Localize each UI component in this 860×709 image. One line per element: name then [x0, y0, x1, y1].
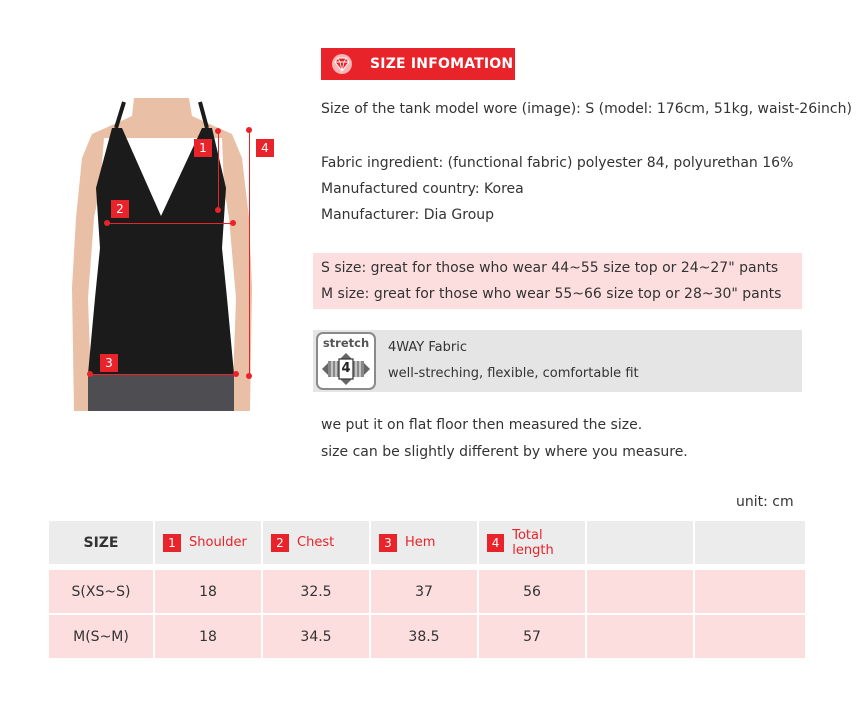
- row-m-chest: 34.5: [263, 615, 369, 658]
- model-photo: [64, 98, 259, 411]
- header-hem: 3 Hem: [371, 521, 477, 564]
- fabric-ingredient: Fabric ingredient: (functional fabric) polyester 84, polyurethan 16%: [321, 155, 794, 171]
- row-m-hem: 38.5: [371, 615, 477, 658]
- row-m-size: M(S~M): [49, 615, 153, 658]
- row-m-empty-1: [587, 615, 693, 658]
- fabric-desc: well-streching, flexible, comfortable fit: [388, 366, 639, 381]
- stretch-icon: stretch 4: [316, 332, 376, 390]
- row-s-hem: 37: [371, 570, 477, 613]
- row-s-size: S(XS~S): [49, 570, 153, 613]
- diamond-icon: [331, 53, 353, 75]
- fabric-band: [313, 330, 802, 392]
- measure-note-1: we put it on flat floor then measured the size.: [321, 417, 643, 433]
- header-size: SIZE: [49, 521, 153, 564]
- row-s-empty-1: [587, 570, 693, 613]
- manufacturer: Manufacturer: Dia Group: [321, 207, 495, 223]
- manufactured-country: Manufactured country: Korea: [321, 181, 524, 197]
- row-m-total-length: 57: [479, 615, 585, 658]
- header-shoulder: 1 Shoulder: [155, 521, 261, 564]
- marker-3: 3: [100, 354, 118, 372]
- header-empty-2: [695, 521, 805, 564]
- header-chest: 2 Chest: [263, 521, 369, 564]
- fit-note-m: M size: great for those who wear 55~66 size top or 28~30" pants: [321, 286, 782, 302]
- fit-note-s: S size: great for those who wear 44~55 size top or 24~27" pants: [321, 260, 779, 276]
- unit-label: unit: cm: [736, 494, 794, 510]
- row-s-total-length: 56: [479, 570, 585, 613]
- marker-2: 2: [111, 200, 129, 218]
- row-s-shoulder: 18: [155, 570, 261, 613]
- row-m-empty-2: [695, 615, 805, 658]
- section-badge: [321, 48, 515, 80]
- row-m-shoulder: 18: [155, 615, 261, 658]
- measure-note-2: size can be slightly different by where you measure.: [321, 444, 688, 460]
- row-s-empty-2: [695, 570, 805, 613]
- header-empty-1: [587, 521, 693, 564]
- marker-1: 1: [194, 139, 212, 157]
- row-s-chest: 32.5: [263, 570, 369, 613]
- fabric-title: 4WAY Fabric: [388, 340, 467, 355]
- model-figure: [64, 98, 259, 411]
- section-title: SIZE INFOMATION: [370, 56, 514, 72]
- model-info: Size of the tank model wore (image): S (model: 176cm, 51kg, waist-26inch): [321, 101, 852, 117]
- marker-4: 4: [256, 139, 274, 157]
- header-total-length: 4 Total length: [479, 521, 585, 564]
- stretch-icon-number: 4: [341, 361, 351, 376]
